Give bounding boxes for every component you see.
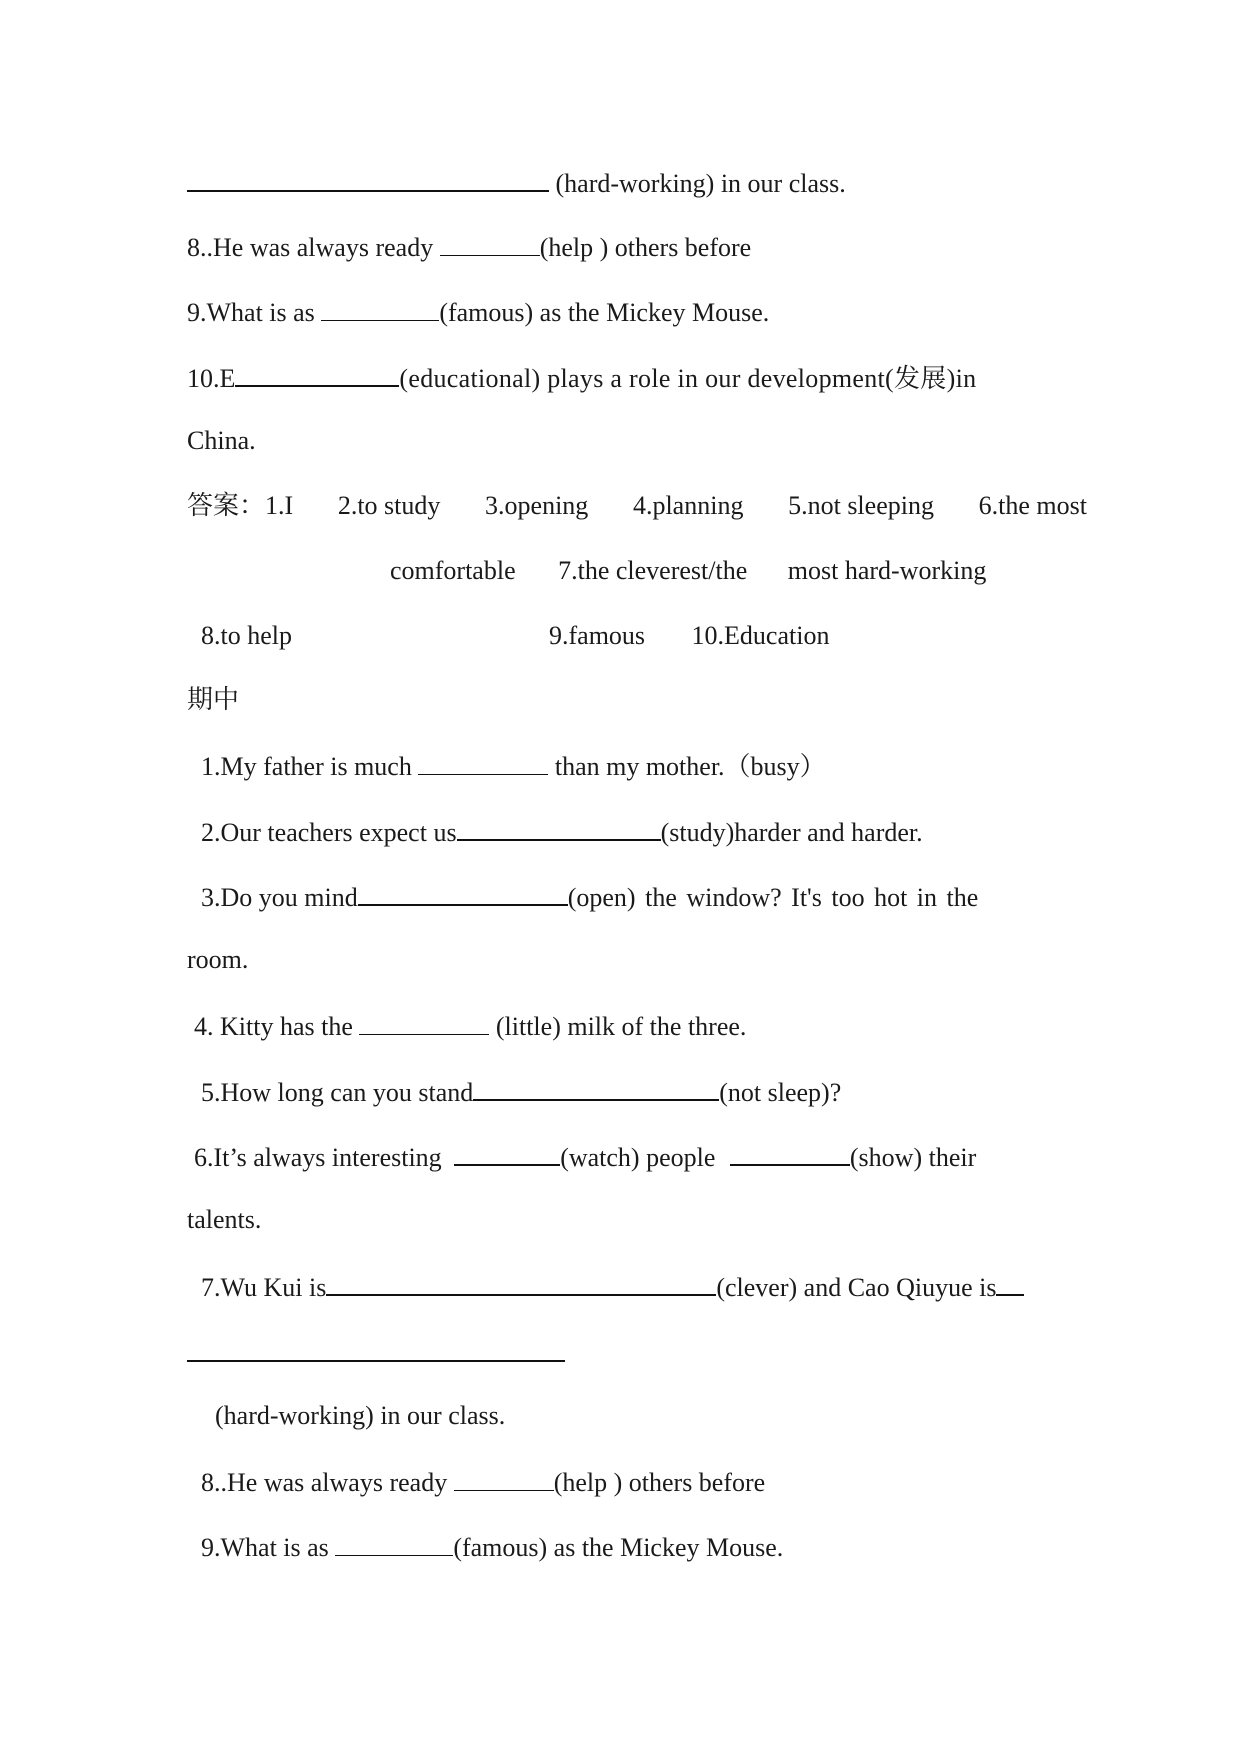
question-text: 1.My father is much: [201, 752, 419, 781]
answer-item: comfortable: [390, 556, 516, 585]
answer-blank-line: [187, 1360, 565, 1362]
answer-blank: [321, 296, 439, 321]
question-text: (famous) as the Mickey Mouse.: [439, 298, 770, 327]
question-10-continuation: China.: [187, 426, 256, 455]
question-text: (hard-working) in our class.: [549, 169, 846, 198]
question-6: [194, 1140, 976, 1173]
question-text: 2.Our teachers expect us: [201, 818, 457, 847]
answer-blank: [457, 815, 661, 841]
answer-blank: [335, 1531, 453, 1556]
answer-item: 4.planning: [632, 491, 744, 520]
question-1: [201, 750, 826, 782]
question-text: (not sleep)?: [719, 1078, 842, 1107]
question-text: (little) milk of the three.: [489, 1012, 747, 1041]
answer-item: 8.to help: [201, 621, 292, 650]
question-10-top: [187, 361, 976, 394]
answers-row-3: [201, 621, 292, 651]
question-9: [201, 1531, 783, 1563]
question-text: 4. Kitty has the: [194, 1012, 360, 1041]
question-text: 9.What is as: [201, 1533, 336, 1562]
question-text: than my mother.（busy）: [548, 752, 826, 781]
question-8-top: [187, 231, 751, 263]
answer-blank: [358, 880, 568, 906]
answer-blank: [418, 750, 548, 775]
answers-label: 答案：: [187, 491, 266, 520]
question-5: [201, 1075, 841, 1108]
question-text: 9.What is as: [187, 298, 322, 327]
question-8: [201, 1466, 765, 1498]
question-2: [201, 815, 923, 848]
question-text: 8..He was always ready: [187, 233, 440, 262]
line-hardworking-top: [187, 166, 846, 199]
section-heading: 期中: [187, 685, 240, 714]
question-text: (educational) plays a role in our development(发展)in: [399, 364, 977, 393]
answers-row-2: [390, 556, 986, 586]
question-text: (clever) and Cao Qiuyue is: [716, 1273, 997, 1302]
question-text: (famous) as the Mickey Mouse.: [453, 1533, 784, 1562]
answer-blank: [235, 361, 399, 387]
answer-item: most hard-working: [787, 556, 987, 585]
answer-blank: [730, 1140, 850, 1166]
answers-row-1: [187, 491, 1087, 521]
answer-item: 9.famous: [549, 621, 646, 650]
question-text: (open) the window? It's too hot in the: [567, 883, 979, 912]
answer-item: 3.opening: [485, 491, 589, 520]
answer-item: 6.the most: [978, 491, 1087, 520]
question-text: (watch) people: [560, 1143, 722, 1172]
question-3: [201, 880, 978, 913]
answers-label-and-first: [187, 491, 293, 521]
answer-blank: [454, 1140, 560, 1166]
question-3-continuation: room.: [187, 945, 249, 974]
answer-item: 5.not sleeping: [788, 491, 934, 520]
answer-blank: [473, 1075, 719, 1101]
answers-row-3b: [549, 621, 829, 651]
question-7: [201, 1270, 1024, 1303]
answer-blank: [326, 1270, 716, 1296]
question-9-top: [187, 296, 769, 328]
answer-item: 1.I: [265, 491, 294, 520]
question-4: [194, 1010, 746, 1042]
question-text: (help ) others before: [539, 233, 752, 262]
question-text: 10.E: [187, 364, 236, 393]
answer-blank: [454, 1466, 554, 1491]
answer-item: 10.Education: [691, 621, 830, 650]
question-6-continuation: talents.: [187, 1205, 262, 1234]
answer-blank: [440, 231, 540, 256]
question-text: 3.Do you mind: [201, 883, 358, 912]
answer-blank: [359, 1010, 489, 1035]
question-text: (study)harder and harder.: [660, 818, 923, 847]
question-text: (help ) others before: [553, 1468, 766, 1497]
question-text: 6.It’s always interesting: [194, 1143, 449, 1172]
question-text: (show) their: [849, 1143, 977, 1172]
answer-blank: [187, 166, 549, 192]
answer-item: 7.the cleverest/the: [558, 556, 748, 585]
question-7-continuation: (hard-working) in our class.: [215, 1401, 506, 1430]
answer-blank: [996, 1270, 1024, 1296]
question-text: 8..He was always ready: [201, 1468, 454, 1497]
answer-item: 2.to study: [337, 491, 441, 520]
question-text: 5.How long can you stand: [201, 1078, 474, 1107]
question-text: 7.Wu Kui is: [201, 1273, 327, 1302]
